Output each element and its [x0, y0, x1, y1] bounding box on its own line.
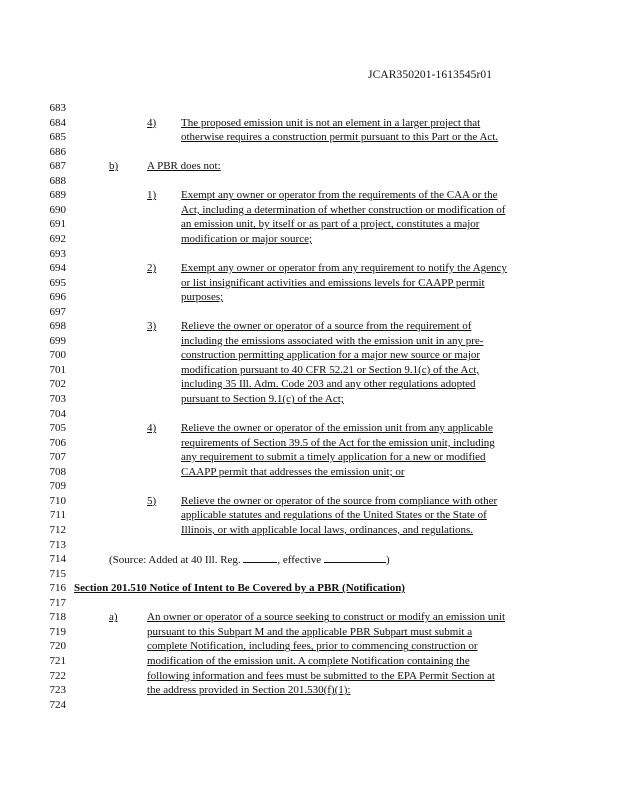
document-line — [0, 130, 618, 144]
line-number: 700 — [49, 349, 66, 362]
document-line — [0, 450, 618, 464]
document-line — [0, 188, 618, 202]
line-text: Act, including a determination of whether construction or modification of — [181, 203, 506, 216]
line-number: 684 — [49, 116, 66, 129]
document-line — [0, 683, 618, 697]
document-line — [0, 639, 618, 653]
document-line — [0, 116, 618, 130]
document-line — [0, 698, 618, 712]
document-line — [0, 247, 618, 261]
source-note — [0, 552, 618, 566]
document-line — [0, 523, 618, 537]
line-text: modification pursuant to 40 CFR 52.21 or Section 9.1(c) of the Act, — [181, 363, 480, 376]
line-number: 716 — [49, 582, 66, 595]
document-line — [0, 479, 618, 493]
line-text: requirements of Section 39.5 of the Act for the emission unit, including — [181, 436, 495, 449]
line-text: applicable statutes and regulations of the United States or the State of — [181, 509, 487, 522]
document-line — [0, 407, 618, 421]
line-text: b) — [109, 160, 119, 173]
line-number: 688 — [49, 174, 66, 187]
document-line — [0, 508, 618, 522]
document-line — [0, 610, 618, 624]
line-text: an emission unit, by itself or as part of a project, constitutes a major — [181, 218, 480, 231]
document-line — [0, 567, 618, 581]
line-number: 699 — [49, 334, 66, 347]
line-number: 711 — [49, 509, 66, 522]
line-number: 697 — [49, 305, 66, 318]
document-line — [0, 334, 618, 348]
line-text: including the emissions associated with the emission unit in any pre- — [181, 334, 484, 347]
document-line — [0, 319, 618, 333]
line-text: modification of the emission unit. A complete Notification containing the — [147, 654, 470, 667]
line-text: CAAPP permit that addresses the emission unit; or — [181, 465, 405, 478]
document-line — [0, 581, 618, 595]
line-text: including 35 Ill. Adm. Code 203 and any other regulations adopted — [181, 378, 476, 391]
line-text: 1) — [147, 189, 157, 202]
line-text: 4) — [147, 422, 157, 435]
line-text: purposes; — [181, 291, 224, 304]
document-line — [0, 276, 618, 290]
document-line — [0, 348, 618, 362]
line-number: 714 — [49, 553, 66, 565]
line-text: the address provided in Section 201.530(f)(1): — [147, 684, 351, 696]
line-text: 2) — [147, 262, 157, 275]
document-line — [0, 421, 618, 435]
line-text: complete Notification, including fees, prior to commencing construction or — [147, 640, 478, 653]
line-number: 706 — [49, 436, 66, 449]
line-number: 683 — [49, 102, 66, 114]
document-line — [0, 290, 618, 304]
line-text: 5) — [147, 494, 157, 507]
line-text: 4) — [147, 116, 157, 129]
document-line — [0, 392, 618, 406]
document-line — [0, 203, 618, 217]
line-number: 694 — [49, 262, 66, 275]
blank-effective-date — [324, 552, 386, 563]
line-text: Section 201.510 Notice of Intent to Be Covered by a PBR (Notification) — [74, 582, 405, 595]
document-line — [0, 377, 618, 391]
document-line — [0, 305, 618, 319]
line-text: a) — [109, 611, 118, 624]
line-number: 722 — [49, 669, 66, 682]
line-number: 689 — [49, 189, 66, 202]
line-number: 710 — [49, 494, 66, 507]
line-number: 712 — [49, 524, 66, 536]
blank-register — [243, 552, 277, 563]
source-note-part1: (Source: Added at 40 Ill. Reg. — [109, 554, 244, 566]
line-text: Relieve the owner or operator of the source from compliance with other — [181, 494, 498, 507]
line-number: 719 — [49, 625, 66, 638]
document-line — [0, 261, 618, 275]
document-line — [0, 465, 618, 479]
line-number: 701 — [49, 363, 66, 376]
document-line — [0, 654, 618, 668]
line-number: 703 — [49, 393, 66, 405]
document-id: JCAR350201-1613545r01 — [368, 69, 493, 81]
line-text: 3) — [147, 320, 157, 333]
line-number: 713 — [49, 538, 66, 551]
source-note-part2: , effective — [277, 554, 324, 566]
line-number: 718 — [49, 611, 66, 624]
line-text: following information and fees must be submitted to the EPA Permit Section at — [147, 669, 495, 682]
line-number: 696 — [49, 291, 66, 304]
document-line — [0, 436, 618, 450]
line-text: Illinois, or with applicable local laws, ordinances, and regulations. — [181, 524, 474, 536]
line-number: 704 — [49, 407, 66, 420]
line-number: 686 — [49, 145, 66, 158]
document-line — [0, 363, 618, 377]
line-number: 691 — [49, 218, 66, 231]
line-text: otherwise requires a construction permit pursuant to this Part or the Act. — [181, 131, 499, 144]
line-text: A PBR does not: — [147, 160, 221, 173]
line-text: or list insignificant activities and emissions levels for CAAPP permit — [181, 276, 485, 289]
source-note-part3: ) — [385, 554, 390, 566]
line-text: Relieve the owner or operator of the emission unit from any applicable — [181, 422, 493, 435]
line-number: 721 — [49, 654, 66, 667]
line-number: 695 — [49, 276, 66, 289]
line-number: 720 — [49, 640, 66, 653]
line-number: 717 — [49, 596, 66, 609]
line-text: pursuant to Section 9.1(c) of the Act; — [181, 393, 344, 405]
line-number: 690 — [49, 203, 66, 216]
document-line — [0, 625, 618, 639]
line-text: pursuant to this Subpart M and the applicable PBR Subpart must submit a — [147, 625, 473, 638]
document-line — [0, 232, 618, 246]
line-text: modification or major source; — [181, 233, 313, 245]
line-text: The proposed emission unit is not an element in a larger project that — [181, 116, 481, 129]
document-line — [0, 159, 618, 173]
line-number: 687 — [49, 160, 66, 173]
line-number: 715 — [49, 567, 66, 580]
document-line — [0, 145, 618, 159]
line-number: 698 — [49, 320, 66, 333]
line-text: any requirement to submit a timely application for a new or modified — [181, 451, 486, 464]
document-line — [0, 596, 618, 610]
document-line — [0, 174, 618, 188]
line-number: 705 — [49, 422, 66, 435]
line-text: Exempt any owner or operator from the requirements of the CAA or the — [181, 189, 498, 202]
document-line — [0, 101, 618, 115]
document-line — [0, 538, 618, 552]
document-line — [0, 669, 618, 683]
line-number: 702 — [49, 378, 66, 391]
line-text: Exempt any owner or operator from any requirement to notify the Agency — [181, 262, 507, 275]
line-number: 708 — [49, 465, 66, 478]
line-number: 707 — [49, 451, 66, 464]
line-number: 692 — [49, 233, 66, 245]
line-number: 723 — [49, 684, 66, 696]
document-line — [0, 217, 618, 231]
line-number: 685 — [49, 131, 66, 144]
line-number: 693 — [49, 247, 66, 260]
line-number: 709 — [49, 480, 66, 493]
document-line — [0, 494, 618, 508]
line-text: Relieve the owner or operator of a source from the requirement of — [181, 320, 472, 333]
line-text: construction permitting application for a major new source or major — [181, 349, 481, 362]
line-number: 724 — [49, 698, 66, 711]
line-text: An owner or operator of a source seeking to construct or modify an emission unit — [147, 611, 506, 624]
